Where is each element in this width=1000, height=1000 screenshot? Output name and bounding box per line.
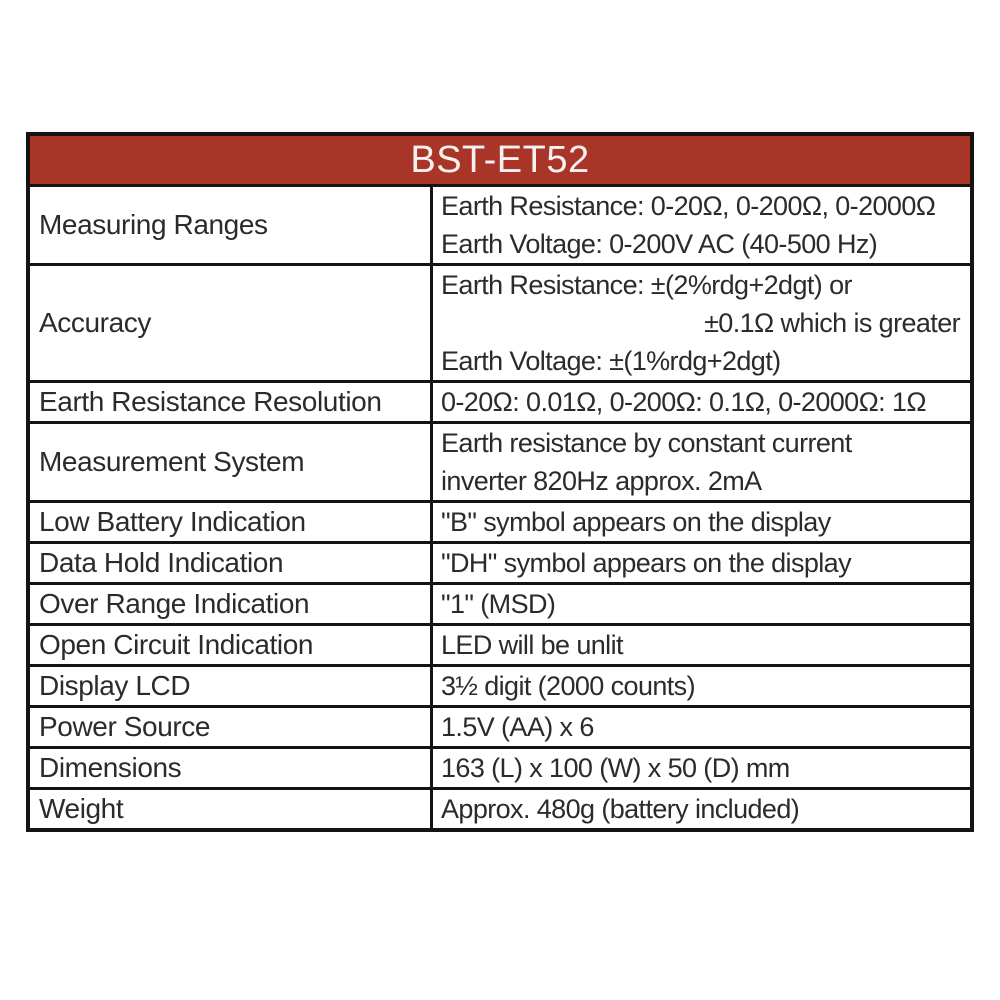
spec-row <box>30 746 970 787</box>
spec-value-line: LED will be unlit <box>441 630 623 660</box>
spec-row <box>30 787 970 828</box>
spec-label-cell: Accuracy <box>39 307 151 338</box>
spec-value-line: ±0.1Ω which is greater <box>704 308 960 338</box>
spec-value-line: 0-20Ω: 0.01Ω, 0-200Ω: 0.1Ω, 0-2000Ω: 1Ω <box>441 387 926 417</box>
spec-row <box>30 541 970 582</box>
spec-value-cell <box>430 667 970 705</box>
spec-value-cell <box>430 503 970 541</box>
spec-rows <box>30 184 970 828</box>
spec-value-cell <box>430 708 970 746</box>
spec-value-cell <box>430 383 970 421</box>
spec-value-line: inverter 820Hz approx. 2mA <box>441 466 762 496</box>
spec-row <box>30 500 970 541</box>
spec-value-line: 163 (L) x 100 (W) x 50 (D) mm <box>441 753 790 783</box>
spec-value-line: Earth Voltage: ±(1%rdg+2dgt) <box>441 346 781 376</box>
spec-value-line: Earth Resistance: 0-20Ω, 0-200Ω, 0-2000Ω <box>441 191 936 221</box>
spec-row <box>30 263 970 380</box>
spec-row <box>30 664 970 705</box>
spec-row <box>30 623 970 664</box>
spec-row <box>30 421 970 500</box>
spec-label-cell: Over Range Indication <box>39 588 310 619</box>
spec-value-cell <box>430 749 970 787</box>
spec-label-cell: Open Circuit Indication <box>39 629 314 660</box>
spec-label-cell: Data Hold Indication <box>39 547 284 578</box>
spec-label-cell: Dimensions <box>39 752 182 783</box>
spec-value-line: 1.5V (AA) x 6 <box>441 712 594 742</box>
spec-value-line: Approx. 480g (battery included) <box>441 794 800 824</box>
spec-value-line: "1" (MSD) <box>441 589 556 619</box>
spec-row <box>30 582 970 623</box>
spec-value-line: Earth Resistance: ±(2%rdg+2dgt) or <box>441 270 852 300</box>
spec-label-cell: Display LCD <box>39 670 191 701</box>
spec-value-cell <box>430 544 970 582</box>
spec-label-cell: Measurement System <box>39 446 305 477</box>
spec-row <box>30 184 970 263</box>
spec-value-line: "B" symbol appears on the display <box>441 507 831 537</box>
spec-label-cell: Power Source <box>39 711 211 742</box>
spec-label-cell: Weight <box>39 793 124 824</box>
spec-value-line: "DH" symbol appears on the display <box>441 548 851 578</box>
spec-value-line: Earth Voltage: 0-200V AC (40-500 Hz) <box>441 229 878 259</box>
table-header <box>30 136 970 184</box>
model-title: BST-ET52 <box>410 138 590 181</box>
spec-row <box>30 380 970 421</box>
spec-row <box>30 705 970 746</box>
spec-value-line: 3½ digit (2000 counts) <box>441 671 695 701</box>
spec-value-cell <box>430 585 970 623</box>
spec-value-line: Earth resistance by constant current <box>441 428 852 458</box>
spec-value-cell <box>430 626 970 664</box>
spec-label-cell: Low Battery Indication <box>39 506 306 537</box>
spec-value-cell <box>430 424 970 500</box>
spec-value-cell <box>430 266 970 380</box>
spec-label-cell: Earth Resistance Resolution <box>39 386 382 417</box>
spec-value-cell <box>430 187 970 263</box>
spec-table <box>26 132 974 832</box>
spec-value-cell <box>430 790 970 828</box>
spec-label-cell: Measuring Ranges <box>39 209 268 240</box>
